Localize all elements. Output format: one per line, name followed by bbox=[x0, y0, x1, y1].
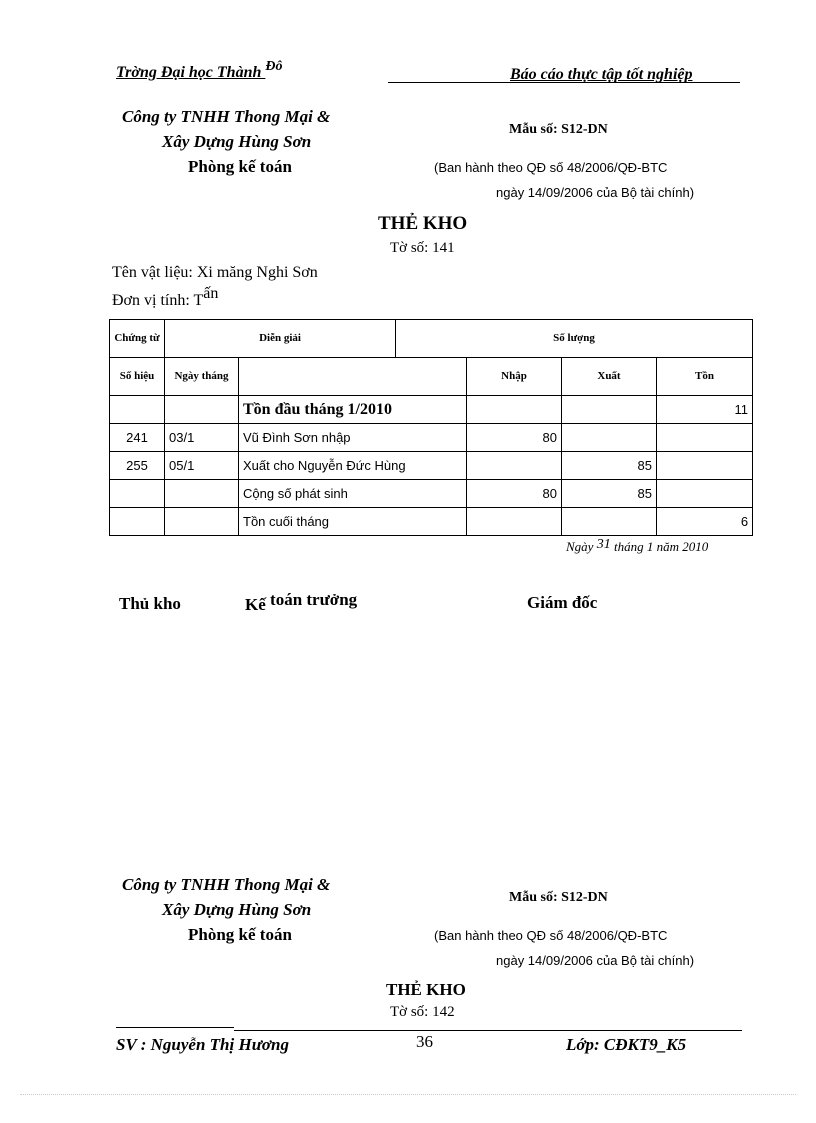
cell-stock bbox=[657, 424, 753, 452]
chief-rest: toán trưởng bbox=[270, 590, 358, 609]
header-school-sup: Đô bbox=[265, 59, 283, 74]
company-name-line2: Xây Dựng Hùng Sơn bbox=[162, 132, 312, 151]
footer-student: SV : Nguyễn Thị Hương bbox=[116, 1035, 289, 1054]
table-row bbox=[110, 508, 753, 536]
company2-name-line2: Xây Dựng Hùng Sơn bbox=[162, 900, 312, 919]
cell-date: 03/1 bbox=[165, 424, 239, 452]
cell-no bbox=[110, 508, 165, 536]
form-code2: Mẫu số: S12-DN bbox=[509, 890, 608, 905]
signature-director: Giám đốc bbox=[527, 593, 598, 612]
stock-card-table bbox=[109, 319, 753, 536]
cell-date bbox=[165, 396, 239, 424]
card-title: THẺ KHO bbox=[378, 213, 468, 234]
footer-class: Lớp: CĐKT9_K5 bbox=[566, 1035, 687, 1054]
cell-no bbox=[110, 396, 165, 424]
table-row bbox=[110, 452, 753, 480]
cell-no: 241 bbox=[110, 424, 165, 452]
cell-in bbox=[467, 396, 562, 424]
cell-no: 255 bbox=[110, 452, 165, 480]
cell-date: 05/1 bbox=[165, 452, 239, 480]
cell-in: 80 bbox=[467, 480, 562, 508]
card2-title: THẺ KHO bbox=[386, 980, 466, 999]
footer-rule-left bbox=[116, 1027, 234, 1028]
cell-stock: 11 bbox=[657, 396, 753, 424]
cell-out bbox=[562, 424, 657, 452]
col-voucher-header: Chứng từ bbox=[110, 320, 165, 358]
col-in-header: Nhập bbox=[467, 358, 562, 396]
cell-in bbox=[467, 452, 562, 480]
table-header-row-1 bbox=[110, 320, 753, 358]
unit-label: Đơn vị tính: T bbox=[112, 292, 204, 309]
chief-prefix: Kế bbox=[245, 595, 271, 614]
cell-desc: Tồn cuối tháng bbox=[239, 508, 467, 536]
cell-no bbox=[110, 480, 165, 508]
unit-of-measure bbox=[112, 285, 219, 310]
sheet2-number: Tờ số: 142 bbox=[390, 1004, 455, 1020]
date-prefix: Ngày bbox=[566, 539, 597, 554]
date-day: 31 bbox=[596, 537, 611, 552]
cell-stock: 6 bbox=[657, 508, 753, 536]
col-out-header: Xuất bbox=[562, 358, 657, 396]
cell-date bbox=[165, 508, 239, 536]
form-code: Mẫu số: S12-DN bbox=[509, 122, 608, 137]
company-name-line1: Công ty TNHH Thong Mại & bbox=[122, 107, 331, 126]
cell-date bbox=[165, 480, 239, 508]
department: Phòng kế toán bbox=[188, 157, 292, 176]
cell-out: 85 bbox=[562, 480, 657, 508]
cell-in: 80 bbox=[467, 424, 562, 452]
col-desc-header: Diễn giải bbox=[165, 320, 396, 358]
col-date-header: Ngày tháng bbox=[165, 358, 239, 396]
cell-in bbox=[467, 508, 562, 536]
cell-out bbox=[562, 396, 657, 424]
cell-out: 85 bbox=[562, 452, 657, 480]
decree2-line2: ngày 14/09/2006 của Bộ tài chính) bbox=[496, 953, 695, 968]
date-line bbox=[566, 539, 708, 556]
sheet-number: Tờ số: 141 bbox=[390, 240, 455, 256]
cell-out bbox=[562, 508, 657, 536]
cell-stock bbox=[657, 452, 753, 480]
cell-desc: Vũ Đình Sơn nhập bbox=[239, 424, 467, 452]
col-no-header: Số hiệu bbox=[110, 358, 165, 396]
date-suffix: tháng 1 năm 2010 bbox=[610, 539, 709, 554]
col-qty-header: Số lượng bbox=[396, 320, 753, 358]
cell-desc: Xuất cho Nguyễn Đức Hùng bbox=[239, 452, 467, 480]
company2-name-line1: Công ty TNHH Thong Mại & bbox=[122, 875, 331, 894]
table-row bbox=[110, 480, 753, 508]
cell-stock bbox=[657, 480, 753, 508]
page-number: 36 bbox=[416, 1032, 433, 1051]
department2: Phòng kế toán bbox=[188, 925, 292, 944]
table-row bbox=[110, 396, 753, 424]
unit-sup: ấn bbox=[203, 285, 219, 302]
material-name: Tên vật liệu: Xi măng Nghi Sơn bbox=[112, 264, 318, 281]
header-school bbox=[116, 59, 283, 82]
page-edge-divider bbox=[20, 1094, 796, 1095]
decree-line2: ngày 14/09/2006 của Bộ tài chính) bbox=[496, 185, 695, 200]
header-report-title: Báo cáo thực tập tốt nghiệp bbox=[510, 66, 693, 83]
decree2-line1: (Ban hành theo QĐ số 48/2006/QĐ-BTC bbox=[434, 928, 668, 943]
col-stock-header: Tồn bbox=[657, 358, 753, 396]
header-school-text: Trờng Đại học Thành bbox=[116, 64, 266, 81]
signature-chief-accountant bbox=[245, 590, 358, 614]
cell-desc: Cộng số phát sinh bbox=[239, 480, 467, 508]
footer-rule-right bbox=[234, 1030, 742, 1031]
table-header-row-2 bbox=[110, 358, 753, 396]
signature-storekeeper: Thủ kho bbox=[119, 594, 181, 613]
cell-desc: Tồn đầu tháng 1/2010 bbox=[239, 396, 467, 424]
col-desc-blank bbox=[239, 358, 467, 396]
decree-line1: (Ban hành theo QĐ số 48/2006/QĐ-BTC bbox=[434, 160, 668, 175]
table-row bbox=[110, 424, 753, 452]
